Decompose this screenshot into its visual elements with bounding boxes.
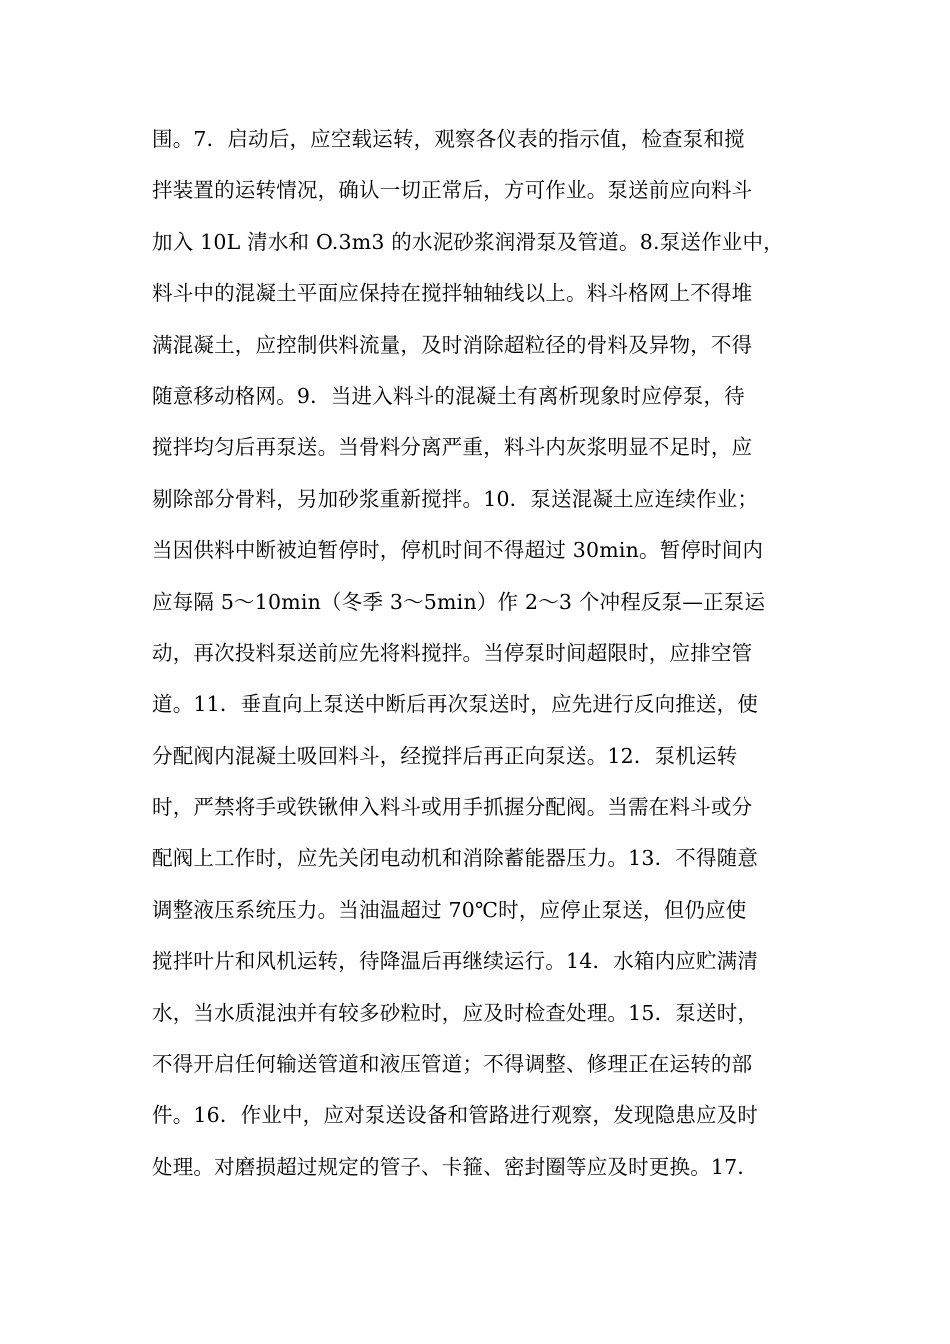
text-line: 剔除部分骨料，另加砂浆重新搅拌。10．泵送混凝土应连续作业；	[152, 486, 759, 511]
text-line: 应每隔 5～10min（冬季 3～5min）作 2～3 个冲程反泵—正泵运	[152, 589, 766, 614]
text-line: 处理。对磨损超过规定的管子、卡箍、密封圈等应及时更换。17．	[152, 1154, 759, 1179]
text-line: 随意移动格网。9．当进入料斗的混凝土有离析现象时应停泵，待	[152, 383, 745, 408]
text-line: 动，再次投料泵送前应先将料搅拌。当停泵时间超限时，应排空管	[152, 640, 753, 665]
text-line: 满混凝土，应控制供料流量，及时消除超粒径的骨料及异物，不得	[152, 332, 753, 357]
text-line: 围。7．启动后，应空载运转，观察各仪表的指示值，检查泵和搅	[152, 127, 745, 151]
text-line: 水，当水质混浊并有较多砂粒时，应及时检查处理。15．泵送时，	[152, 1000, 759, 1025]
text-line: 拌装置的运转情况，确认一切正常后，方可作业。泵送前应向料斗	[152, 178, 753, 203]
text-line: 不得开启任何输送管道和液压管道；不得调整、修理正在运转的部	[152, 1052, 753, 1077]
text-line: 配阀上工作时，应先关闭电动机和消除蓄能器压力。13．不得随意	[152, 846, 759, 871]
text-line: 调整液压系统压力。当油温超过 70℃时，应停止泵送，但仍应使	[152, 897, 747, 922]
text-line: 加入 10L 清水和 O.3m3 的水泥砂浆润滑泵及管道。8.泵送作业中，	[152, 229, 784, 254]
text-line: 时，严禁将手或铁锹伸入料斗或用手抓握分配阀。当需在料斗或分	[152, 795, 753, 820]
body-text	[152, 114, 812, 1193]
text-line: 道。11．垂直向上泵送中断后再次泵送时，应先进行反向推送，使	[152, 692, 759, 717]
text-line: 搅拌叶片和风机运转，待降温后再继续运行。14．水箱内应贮满清	[152, 949, 759, 974]
text-line: 件。16．作业中，应对泵送设备和管路进行观察，发现隐患应及时	[152, 1103, 759, 1128]
text-line: 搅拌均匀后再泵送。当骨料分离严重，料斗内灰浆明显不足时，应	[152, 435, 753, 460]
text-line: 分配阀内混凝土吸回料斗，经搅拌后再正向泵送。12．泵机运转	[152, 743, 738, 768]
text-line: 当因供料中断被迫暂停时，停机时间不得超过 30min。暂停时间内	[152, 538, 764, 563]
text-line: 料斗中的混凝土平面应保持在搅拌轴轴线以上。料斗格网上不得堆	[152, 281, 753, 306]
